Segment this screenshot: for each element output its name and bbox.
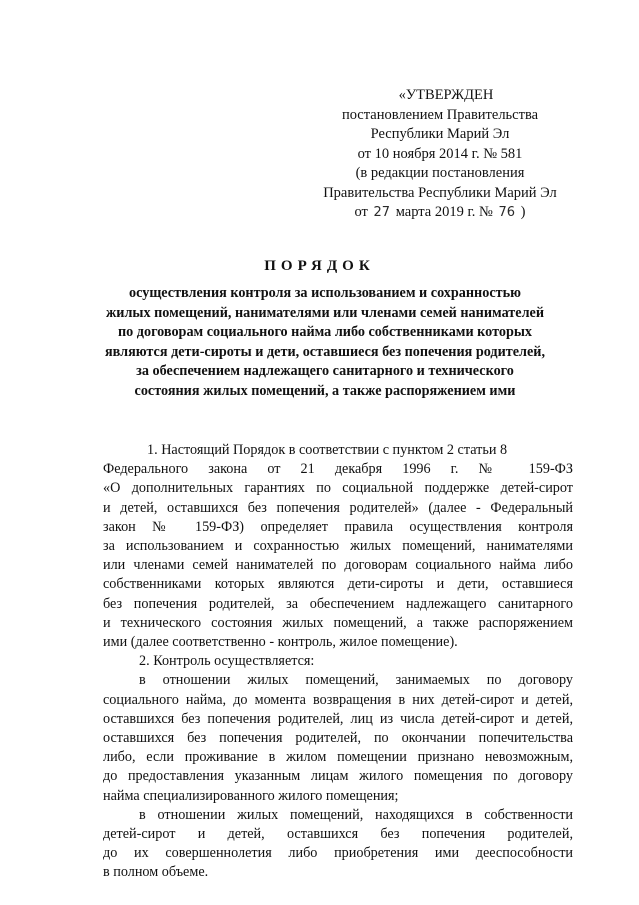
paragraph-4-line: в отношении жилых помещений, находящихся в собственности	[139, 806, 573, 823]
approval-line: Республики Марий Эл	[370, 126, 510, 142]
approval-line: постановлением Правительства	[341, 106, 539, 123]
paragraph-3-line: либо, если проживание в жилом помещении признано невозможным,	[103, 749, 573, 766]
document-body	[103, 441, 573, 883]
document-subtitle	[88, 284, 562, 401]
paragraph-1-line: без попечения родителей, за обеспечением надлежащего санитарного	[103, 595, 573, 612]
paragraph-3-line: до предоставления указанным лицам жилого помещения по договору	[103, 768, 573, 785]
approval-date-prefix: от	[354, 204, 368, 220]
approval-date-suffix: )	[520, 204, 526, 220]
paragraph-1-line: 1. Настоящий Порядок в соответствии с пунктом 2 статьи 8	[147, 442, 508, 458]
paragraph-1-line: ими (далее соответственно - контроль, жилое помещение).	[103, 634, 458, 651]
approval-stamp	[310, 86, 570, 223]
subtitle-line: состояния жилых помещений, а также распоряжением ими	[134, 382, 516, 399]
approval-date-day: 27	[373, 205, 391, 220]
subtitle-line: за обеспечением надлежащего санитарного и технического	[136, 363, 514, 379]
paragraph-3-line: оставшихся без попечения родителей, по окончании попечительства	[103, 730, 573, 747]
approval-date-line	[310, 203, 570, 223]
paragraph-3-line: найма специализированного жилого помещения;	[103, 787, 399, 804]
paragraph-1-line: или членами семей нанимателей по договорам социального найма либо	[103, 557, 573, 574]
paragraph-3-line: в отношении жилых помещений, занимаемых по договору	[139, 672, 573, 689]
approval-line: Правительства Республики Марий Эл	[323, 184, 557, 201]
paragraph-3-line: социального найма, до момента возвращения в них детей-сирот и детей,	[103, 691, 573, 708]
paragraph-1-line: и технического состояния жилых помещений, а также распоряжением	[103, 614, 573, 631]
paragraph-1-line: за использованием и сохранностью жилых помещений, нанимателями	[103, 538, 573, 555]
approval-line: от 10 ноября 2014 г. № 581	[357, 145, 523, 162]
paragraph-4-line: до их совершеннолетия либо приобретения ими дееспособности	[103, 845, 573, 862]
paragraph-2-line: 2. Контроль осуществляется:	[139, 653, 315, 670]
approval-line: (в редакции постановления	[355, 165, 525, 181]
paragraph-4-line: детей-сирот и детей, оставшихся без попечения родителей,	[103, 826, 573, 843]
paragraph-4-line: в полном объеме.	[103, 864, 209, 881]
subtitle-line: являются дети-сироты и дети, оставшиеся без попечения родителей,	[104, 343, 546, 360]
subtitle-line: по договорам социального найма либо собственниками которых	[117, 324, 533, 340]
paragraph-3-line: оставшихся без попечения родителей, лиц из числа детей-сирот и детей,	[103, 710, 573, 727]
paragraph-1-line: закон № 159-ФЗ) определяет правила осуществления контроля	[103, 518, 573, 535]
paragraph-1-line: собственниками которых являются дети-сироты и дети, оставшиеся	[103, 576, 573, 593]
approval-heading: «УТВЕРЖДЕН	[398, 87, 494, 103]
paragraph-1-line: «О дополнительных гарантиях по социальной поддержке детей-сирот	[103, 480, 573, 497]
subtitle-line: жилых помещений, нанимателями или членами семей нанимателей	[105, 304, 544, 321]
paragraph-1-line: и детей, оставшихся без попечения родителей» (далее - Федеральный	[103, 499, 573, 516]
approval-date-number: 76	[498, 205, 516, 220]
document-title: ПОРЯДОК	[264, 258, 375, 274]
subtitle-line: осуществления контроля за использованием и сохранностью	[129, 285, 521, 301]
approval-date-month: марта 2019 г. №	[395, 204, 493, 220]
paragraph-1-line: Федерального закона от 21 декабря 1996 г. № 159-ФЗ	[103, 461, 573, 478]
